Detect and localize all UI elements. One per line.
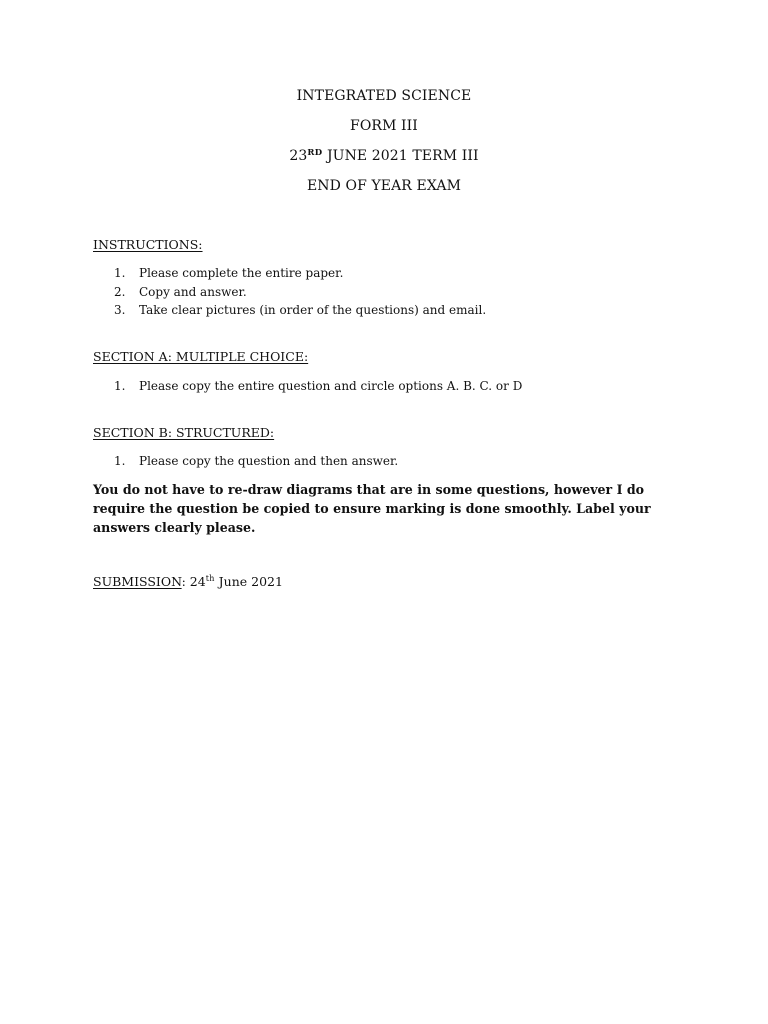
list-number: 1. bbox=[114, 454, 126, 468]
exam-date-day: 23 bbox=[289, 148, 308, 164]
exam-date-rest: JUNE 2021 TERM III bbox=[322, 148, 479, 164]
list-text: Take clear pictures (in order of the questions) and email. bbox=[139, 303, 487, 317]
list-item bbox=[93, 301, 486, 320]
section-b-title: SECTION B: STRUCTURED: bbox=[93, 425, 275, 440]
list-number: 1. bbox=[114, 379, 126, 393]
list-item bbox=[93, 452, 398, 471]
list-item bbox=[93, 264, 486, 283]
subject-title: INTEGRATED SCIENCE bbox=[296, 88, 472, 104]
instructions-title: INSTRUCTIONS: bbox=[93, 237, 203, 252]
submission-date-day: : 24 bbox=[181, 574, 206, 589]
form-level: FORM III bbox=[350, 118, 418, 134]
list-text: Please copy the question and then answer. bbox=[139, 454, 399, 468]
list-item bbox=[93, 377, 522, 396]
instructions-list bbox=[93, 264, 486, 320]
exam-date-suffix: RD bbox=[307, 148, 323, 158]
list-number: 3. bbox=[114, 303, 126, 317]
section-a-list bbox=[93, 377, 522, 396]
list-text: Please complete the entire paper. bbox=[139, 266, 344, 280]
list-text: Copy and answer. bbox=[139, 284, 247, 299]
submission-line bbox=[93, 574, 283, 589]
list-text: Please copy the entire question and circle options A. B. C. or D bbox=[139, 379, 523, 393]
list-number: 1. bbox=[114, 266, 126, 280]
section-a-title: SECTION A: MULTIPLE CHOICE: bbox=[93, 349, 309, 364]
submission-date-rest: June 2021 bbox=[214, 574, 283, 589]
exam-date bbox=[0, 148, 768, 164]
diagram-note: You do not have to re-draw diagrams that are in some questions, however I do require the question be copied to ensure marking is done smoothly. Label your answers clearly please. bbox=[93, 482, 651, 535]
list-item bbox=[93, 283, 486, 302]
exam-name: END OF YEAR EXAM bbox=[306, 178, 462, 194]
list-number: 2. bbox=[114, 284, 126, 299]
submission-label: SUBMISSION bbox=[93, 574, 182, 589]
submission-date-suffix: th bbox=[205, 574, 215, 583]
section-b-list bbox=[93, 452, 398, 471]
